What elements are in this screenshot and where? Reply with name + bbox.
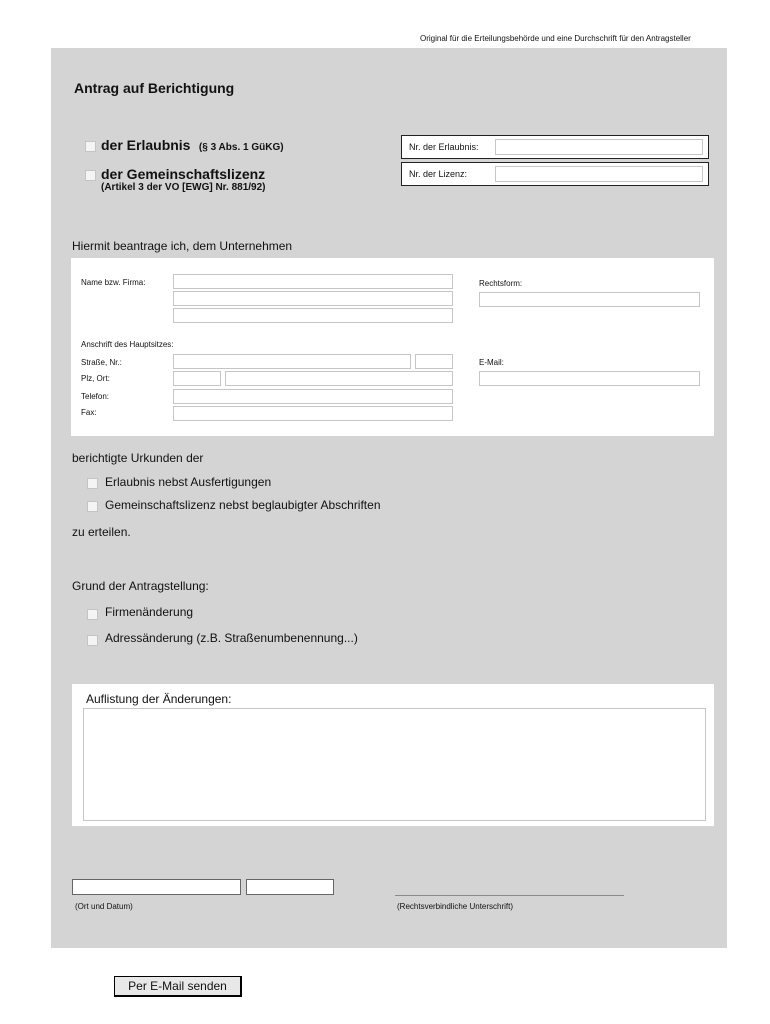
header-note: Original für die Erteilungsbehörde und eine Durchschrift für den Antragsteller [420,34,691,43]
documents-footer: zu erteilen. [72,525,131,539]
name-input-3[interactable] [173,308,453,323]
email-submit-button[interactable]: Per E-Mail senden [114,976,242,997]
lizenz-ref: (Artikel 3 der VO [EWG] Nr. 881/92) [101,182,266,193]
lizenz-checkbox[interactable] [85,170,96,181]
address-heading: Anschrift des Hauptsitzes: [81,340,174,349]
name-input-1[interactable] [173,274,453,289]
erlaubnis-label: der Erlaubnis [101,137,191,153]
city-label: Plz, Ort: [81,374,110,383]
erlaubnis-document-label: Erlaubnis nebst Ausfertigungen [105,475,272,489]
signature-label: (Rechtsverbindliche Unterschrift) [397,902,514,911]
lizenz-number-label: Nr. der Lizenz: [409,169,468,179]
erlaubnis-checkbox[interactable] [85,141,96,152]
lizenz-label: der Gemeinschaftslizenz [101,166,266,182]
lizenz-document-checkbox[interactable] [87,501,98,512]
phone-label: Telefon: [81,392,110,401]
form-title: Antrag auf Berichtigung [74,80,235,96]
company-change-checkbox[interactable] [87,609,98,620]
erlaubnis-number-label: Nr. der Erlaubnis: [409,142,479,152]
signature-line [395,895,624,896]
changes-textarea[interactable] [83,708,706,821]
rechtsform-input[interactable] [479,292,700,307]
lizenz-number-box [401,162,709,186]
phone-input[interactable] [173,389,453,404]
rechtsform-label: Rechtsform: [479,279,523,288]
reason-heading: Grund der Antragstellung: [72,579,209,593]
company-section [71,258,714,436]
place-input[interactable] [72,879,241,895]
city-input[interactable] [225,371,453,386]
documents-heading: berichtigte Urkunden der [72,451,204,465]
name-label: Name bzw. Firma: [81,278,146,287]
erlaubnis-document-checkbox[interactable] [87,478,98,489]
lizenz-number-input[interactable] [495,166,703,182]
lizenz-document-label: Gemeinschaftslizenz nebst beglaubigter Abschriften [105,498,381,512]
email-input[interactable] [479,371,700,386]
erlaubnis-ref: (§ 3 Abs. 1 GüKG) [198,142,284,153]
email-label: E-Mail: [479,358,504,367]
zip-input[interactable] [173,371,221,386]
company-change-label: Firmenänderung [105,605,194,619]
erlaubnis-number-input[interactable] [495,139,703,155]
intro-text: Hiermit beantrage ich, dem Unternehmen [72,239,293,253]
changes-section [72,684,714,826]
place-date-label: (Ort und Datum) [75,902,133,911]
changes-heading: Auflistung der Änderungen: [86,692,232,706]
name-input-2[interactable] [173,291,453,306]
fax-input[interactable] [173,406,453,421]
street-label: Straße, Nr.: [81,358,122,367]
erlaubnis-number-box [401,135,709,159]
address-change-checkbox[interactable] [87,635,98,646]
fax-label: Fax: [81,408,97,417]
address-change-label: Adressänderung (z.B. Straßenumbenennung...) [105,631,358,645]
house-number-input[interactable] [415,354,453,369]
street-input[interactable] [173,354,411,369]
erlaubnis-option [101,137,284,155]
date-input[interactable] [246,879,334,895]
